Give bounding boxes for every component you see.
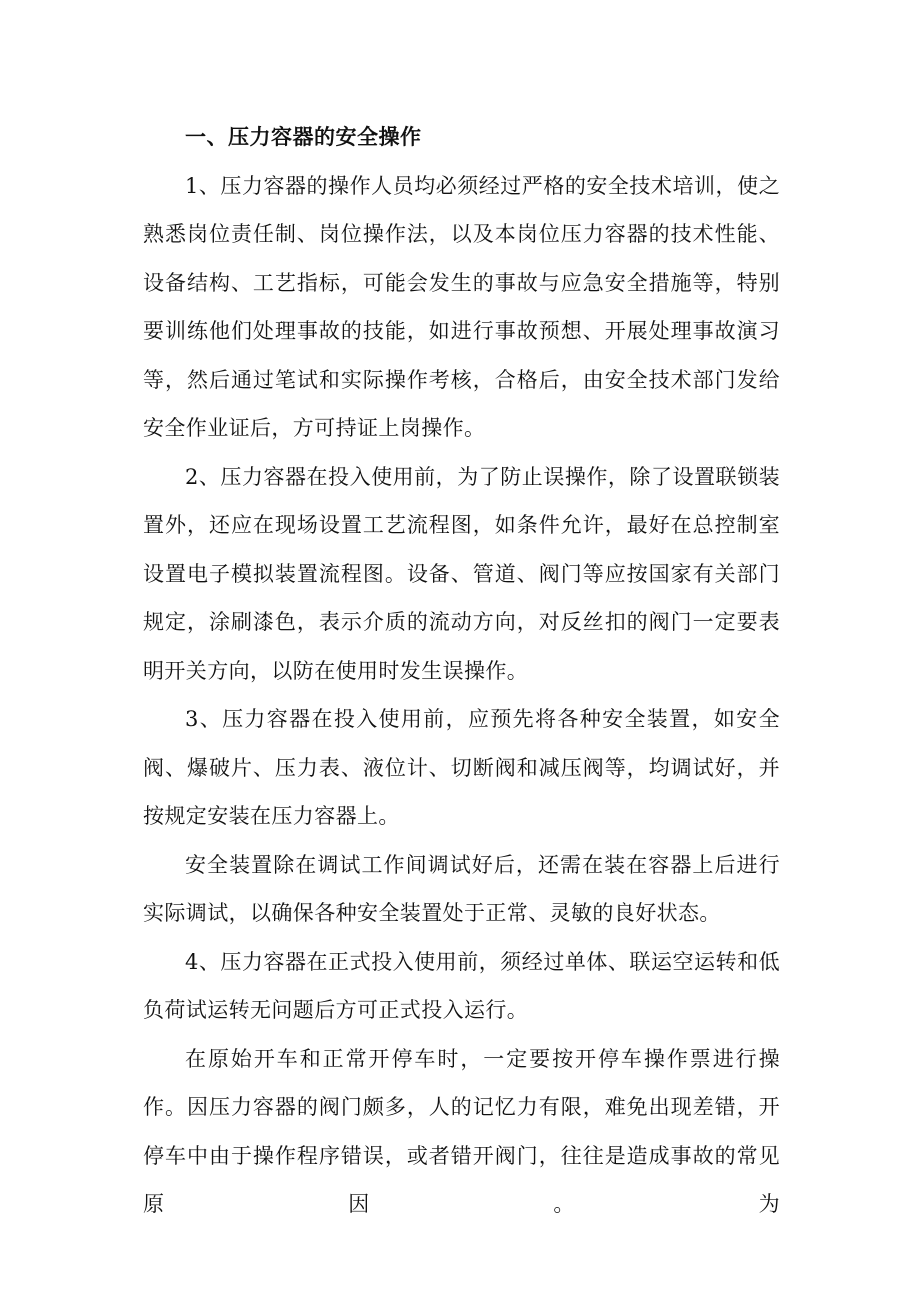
- section-heading: 一、压力容器的安全操作: [185, 125, 422, 149]
- document-body: [143, 113, 780, 1229]
- paragraph-5: 4、压力容器在正式投入使用前，须经过单体、联运空运转和低负荷试运转无问题后方可正式投入运行。: [143, 949, 780, 1022]
- paragraph-3: 3、压力容器在投入使用前，应预先将各种安全装置，如安全阀、爆破片、压力表、液位计、切断阀和减压阀等，均调试好，并按规定安装在压力容器上。: [143, 707, 780, 828]
- paragraph-6: 在原始开车和正常开停车时，一定要按开停车操作票进行操作。因压力容器的阀门颇多，人的记忆力有限，难免出现差错，开停车中由于操作程序错误，或者错开阀门，往往是造成事故的常见原因。为: [143, 1046, 780, 1216]
- paragraph-2: 2、压力容器在投入使用前，为了防止误操作，除了设置联锁装置外，还应在现场设置工艺流程图，如条件允许，最好在总控制室设置电子模拟装置流程图。设备、管道、阀门等应按国家有关部门规定，涂刷漆色，表示介质的流动方向，对反丝扣的阀门一定要表明开关方向，以防在使用时发生误操作。: [143, 464, 780, 683]
- paragraph-4: 安全装置除在调试工作间调试好后，还需在装在容器上后进行实际调试，以确保各种安全装置处于正常、灵敏的良好状态。: [143, 852, 780, 925]
- paragraph-1: 1、压力容器的操作人员均必须经过严格的安全技术培训，使之熟悉岗位责任制、岗位操作法，以及本岗位压力容器的技术性能、设备结构、工艺指标，可能会发生的事故与应急安全措施等，特别要训练他们处理事故的技能，如进行事故预想、开展处理事故演习等，然后通过笔试和实际操作考核，合格后，由安全技术部门发给安全作业证后，方可持证上岗操作。: [143, 173, 780, 440]
